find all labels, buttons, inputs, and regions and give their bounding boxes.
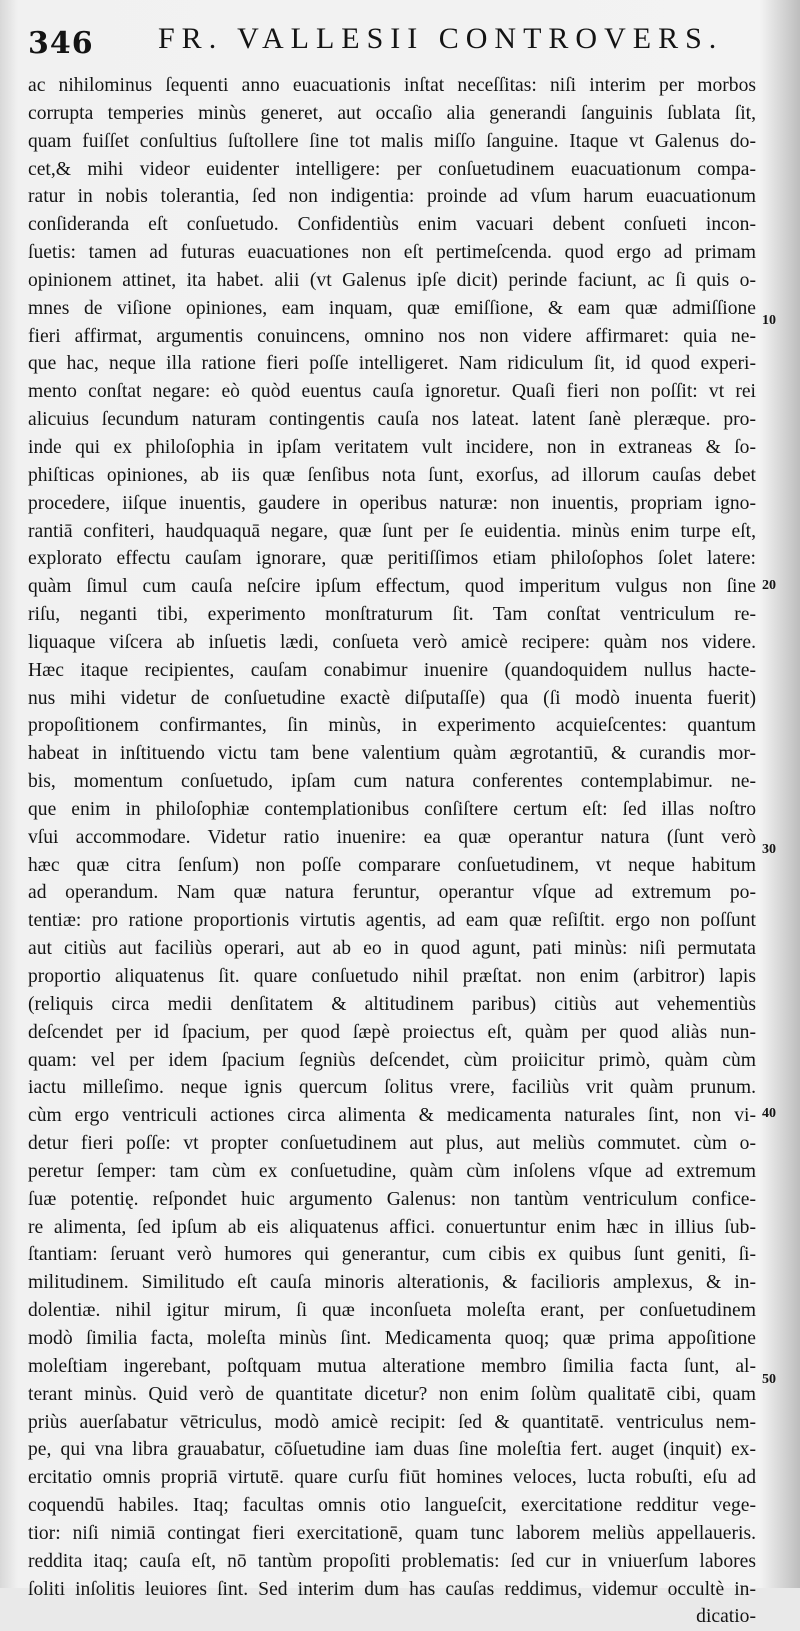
text-line: priùs auerſabatur vētriculus, modò amicè recipit: ſed & quantitatē. ventriculus nem- (28, 1411, 756, 1433)
text-line: (reliquis circa medii denſitatem & altitudinem paribus) citiùs aut vehementiùs (28, 993, 756, 1015)
text-line: vſui accommodare. Videtur ratio inuenire: ea quæ operantur natura (ſunt verò (28, 826, 756, 848)
text-line: ercitatio omnis propriā virtutē. quare curſu fiūt homines veloces, lucta robuſti, eſu ad (28, 1467, 756, 1489)
text-line: ſuæ potentię. reſpondet huic argumento Galenus: non tantùm ventriculum confice- (28, 1188, 756, 1210)
page-number: 346 (28, 26, 94, 61)
text-line: opinionem attinet, ita habet. alii (vt Galenus ipſe dicit) perinde faciunt, ac ſi quis o- (28, 269, 756, 291)
text-line: reddita itaq; cauſa eſt, nō tantùm propoſiti problematis: ſed cur in vniuerſum labores (28, 1550, 756, 1572)
text-line: riſu, neganti tibi, experimento monſtraturum ſit. Tam conſtat ventriculum re- (28, 604, 756, 626)
text-line: dicatio- (696, 1606, 756, 1628)
text-line: cùm ergo ventriculi actiones circa alimenta & medicamenta naturales ſint, non vi- (28, 1105, 756, 1127)
text-line: liquaque viſcera ab inſuetis lædi, conſueta verò amicè recipere: quàm nos videre. (28, 631, 756, 653)
text-line: ac nihilominus ſequenti anno euacuationis inſtat neceſſitas: niſi interim per morbos (28, 75, 756, 96)
text-line: que enim in philoſophiæ contemplationibus conſiſtere certum eſt: ſed illas noſtro (28, 798, 756, 820)
line-number-marker: 20 (762, 578, 776, 593)
text-line: tentiæ: pro ratione proportionis virtutis agentis, ad eam quæ reſiſtit. ergo non poſſunt (28, 910, 756, 932)
text-line: terant minùs. Quid verò de quantitate dicetur? non enim ſolùm qualitatē cibi, quam (28, 1383, 756, 1405)
text-line: peretur ſemper: tam cùm ex conſuetudine, quàm cùm inſolens vſque ad extremum (28, 1160, 756, 1182)
text-line: detur fieri poſſe: vt propter conſuetudinem aut plus, aut meliùs commutet. cùm o- (28, 1133, 756, 1155)
text-line: ſuetis: tamen ad futuras euacuationes non eſt pertimeſcenda. quod ergo ad primam (28, 242, 756, 264)
text-line: mento conſtat negare: eò quòd euentus cauſa ignoretur. Quaſi fieri non poſſit: vt rei (28, 381, 756, 403)
text-line: quam fuiſſet conſultius ſuſtollere ſine tot malis miſſo ſanguine. Itaque vt Galenus do- (28, 130, 756, 152)
text-line: bis, momentum conſuetudo, ipſam cum natura conferentes contemplabimur. ne- (28, 771, 756, 793)
text-line: nus mihi videtur de conſuetudine exactè diſputaſſe) qua (ſi modò inuenta fuerit) (28, 687, 756, 709)
text-line: quam: vel per idem ſpacium ſegniùs deſcendet, cùm proiicitur primò, quàm cùm (28, 1049, 756, 1071)
text-line: modò ſimilia facta, moleſta minùs ſint. Medicamenta quoq; quæ prima appoſitione (28, 1327, 756, 1349)
text-line: explorato effectu cauſam ignorare, quæ peritiſſimos etiam philoſophos ſolet latere: (28, 548, 756, 570)
text-line: alicuius ſecundum naturam contingentis cauſa nos lateat. latent ſanè pleræque. pro- (28, 409, 756, 431)
text-line: que hac, neque illa ratione fieri poſſe intelligeret. Nam ridiculum ſit, id quod experi- (28, 353, 756, 375)
text-line: corrupta temperies minùs generet, aut occaſio alia generandi ſanguinis ſublata ſit, (28, 102, 756, 124)
text-line: moleſtiam ingerebant, poſtquam mutua alteratione membro ſimilia facta ſunt, al- (28, 1355, 756, 1377)
line-number-marker: 50 (762, 1372, 776, 1387)
text-line: cet,& mihi videor euidenter intelligere: per conſuetudinem euacuationum compa- (28, 158, 756, 180)
text-line: ſoliti inſolitis leuiores ſint. Sed interim dum has cauſas reddimus, videmur occultè in- (28, 1578, 756, 1600)
text-line: phiſticas opiniones, ab iis quæ ſenſibus nota ſunt, exorſus, ad illorum cauſas debet (28, 464, 756, 486)
text-line: mnes de viſione opiniones, eam inquam, quæ emiſſione, & eam quæ admiſſione (28, 297, 756, 319)
text-line: proportio aliquatenus ſit. quare conſuetudo nihil præſtat. non enim (arbitror) lapis (28, 966, 756, 987)
line-number-marker: 30 (762, 842, 776, 857)
text-line: inde qui ex philoſophia in ipſam veritatem vult incidere, non in extraneas & ſo- (28, 436, 756, 458)
text-line: habeat in inſtituendo victu tam bene valentium quàm ægrotantiū, & curandis mor- (28, 743, 756, 765)
text-line: deſcendet per id ſpacium, per quod ſæpè proiectus eſt, quàm per quod aliàs nun- (28, 1021, 756, 1043)
text-line: coquendū habiles. Itaq; facultas omnis otio langueſcit, exercitatione redditur vege- (28, 1495, 756, 1517)
text-line: militudinem. Similitudo eſt cauſa minoris alterationis, & facilioris amplexus, & in- (28, 1272, 756, 1294)
running-title: FR. VALLESII CONTROVERS. (158, 22, 724, 55)
text-line: re alimenta, ſed ipſum ab eis aliquatenus affici. conuertuntur enim hæc in illius ſub- (28, 1216, 756, 1238)
text-line: procedere, iiſque inuentis, gaudere in operibus naturæ: non inuentis, propriam igno- (28, 492, 756, 514)
text-line: ſtantiam: ſeruant verò humores qui generantur, cum cibis ex quibus ſunt geniti, ſi- (28, 1244, 756, 1266)
text-line: tior: niſi nimiā contingat fieri exercitationē, quam tunc laborem meliùs appellaueris. (28, 1522, 756, 1544)
text-line: ad operandum. Nam quæ natura feruntur, operantur vſque ad extremum po- (28, 882, 756, 904)
text-line: conſideranda eſt conſuetudo. Confidentiùs enim vacuari debent conſueti incon- (28, 214, 756, 236)
line-number-marker: 40 (762, 1106, 776, 1121)
text-line: rantiā confiteri, haudquaquā negare, quæ ſunt per ſe euidentia. minùs enim turpe eſt, (28, 520, 756, 542)
text-line: pe, qui vna libra grauabatur, cōſuetudine iam duas ſine moleſtia fert. auget (inquit) ex- (28, 1439, 756, 1461)
text-line: quàm ſimul cum cauſa neſcire ipſum effectum, quod imperitum vulgus non ſine (28, 576, 756, 598)
body-text (28, 72, 756, 1631)
text-line: hæc quæ citra ſenſum) non poſſe comparare conſuetudinem, vt neque habitum (28, 854, 756, 876)
text-line: ratur in nobis tolerantia, ſed non indigentia: proinde ad vſum harum euacuationum (28, 186, 756, 208)
text-line: aut citiùs aut faciliùs operari, aut ab eo in quod agunt, pati minùs: niſi permutata (28, 938, 756, 960)
text-line: propoſitionem confirmantes, ſin minùs, in experimento acquieſcentes: quantum (28, 715, 756, 737)
page-header (28, 22, 760, 62)
text-line: fieri affirmat, argumentis conuincens, omnino nos non videre affirmaret: quia ne- (28, 325, 756, 347)
text-line: dolentiæ. nihil igitur mirum, ſi quæ inconſueta moleſta erant, per conſuetudinem (28, 1300, 756, 1322)
text-line: Hæc itaque recipientes, cauſam conabimur inuenire (quandoquidem nullus hacte- (28, 659, 756, 681)
text-line: iactu milleſimo. neque ignis quercum ſolitus vrere, faciliùs vrit quàm prunum. (28, 1077, 756, 1099)
line-number-marker: 10 (762, 313, 776, 328)
